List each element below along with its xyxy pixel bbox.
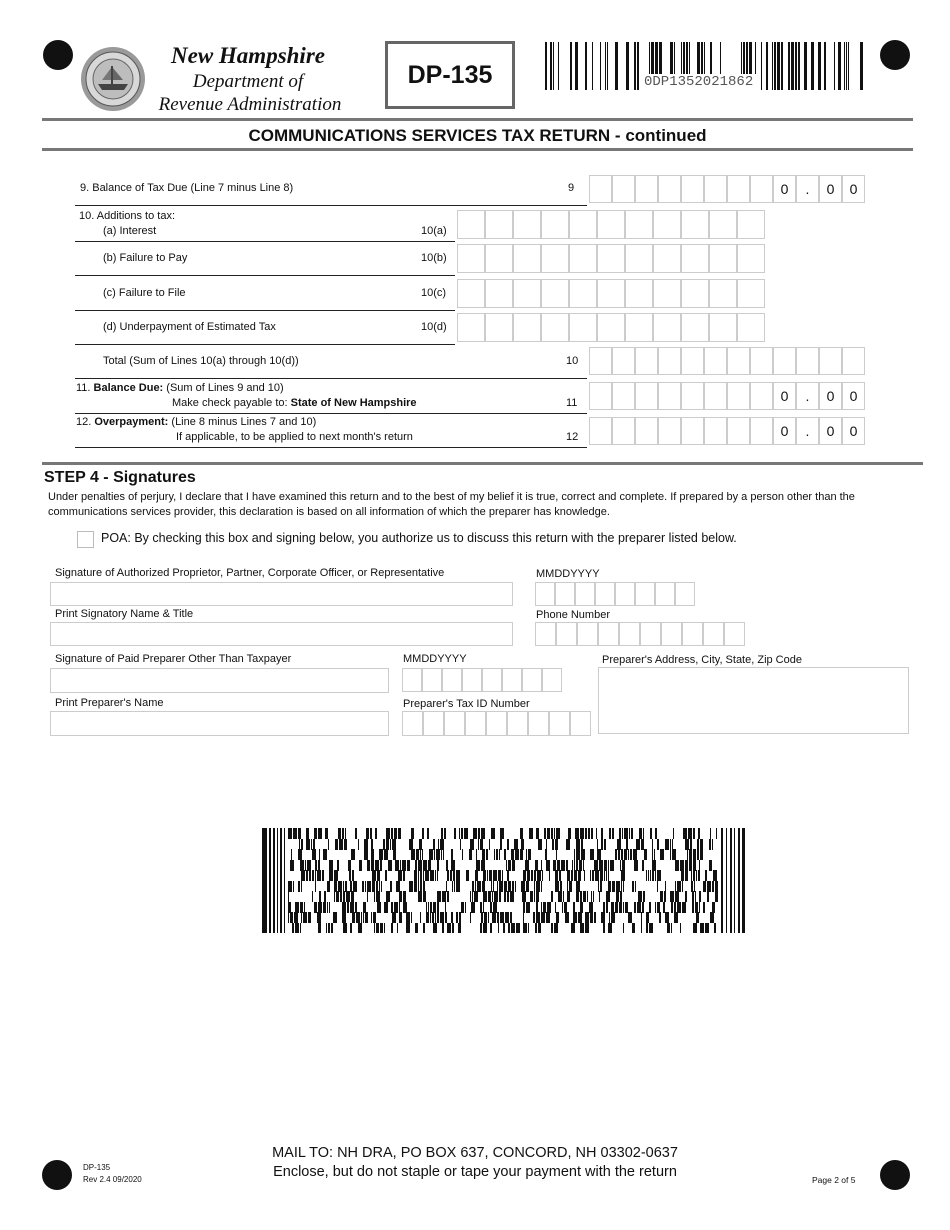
- digit-cell[interactable]: [635, 382, 658, 410]
- line-12-prefix: 12.: [76, 416, 95, 428]
- digit-cell[interactable]: [541, 210, 569, 239]
- line-11-payable-text: Make check payable to:: [172, 397, 291, 409]
- digit-cell[interactable]: [462, 668, 482, 692]
- footer-form-code: DP-135: [83, 1163, 111, 1172]
- preparer-address-field[interactable]: [598, 667, 909, 734]
- poa-checkbox[interactable]: [77, 531, 94, 548]
- digit-cell[interactable]: [625, 244, 653, 273]
- digit-cell[interactable]: [570, 711, 591, 736]
- digit-cell[interactable]: [709, 210, 737, 239]
- digit-cell[interactable]: [737, 279, 765, 308]
- registration-mark-top-left: [43, 40, 73, 70]
- digit-cell[interactable]: [457, 279, 485, 308]
- digit-cell[interactable]: [709, 244, 737, 273]
- preparer-name-field[interactable]: [50, 711, 389, 736]
- line-10-total-label: Total (Sum of Lines 10(a) through 10(d)): [103, 355, 299, 367]
- digit-cell[interactable]: [750, 175, 773, 203]
- line-12-bold: Overpayment:: [94, 416, 169, 428]
- digit-cell[interactable]: [541, 313, 569, 342]
- step-4-heading: STEP 4 - Signatures: [44, 469, 196, 486]
- digit-cell[interactable]: [658, 175, 681, 203]
- digit-cell[interactable]: [625, 279, 653, 308]
- digit-cell[interactable]: [569, 313, 597, 342]
- digit-cell[interactable]: 0: [842, 417, 865, 445]
- digit-cell[interactable]: [457, 244, 485, 273]
- digit-cell[interactable]: .: [796, 382, 819, 410]
- digit-cell[interactable]: [681, 382, 704, 410]
- digit-cell[interactable]: [465, 711, 486, 736]
- digit-cell[interactable]: [658, 347, 681, 375]
- digit-cell[interactable]: [796, 347, 819, 375]
- digit-cell[interactable]: [653, 244, 681, 273]
- divider: [42, 462, 923, 465]
- digit-cell[interactable]: [675, 582, 695, 606]
- digit-cell[interactable]: [727, 382, 750, 410]
- digit-cell[interactable]: 0: [819, 382, 842, 410]
- digit-cell[interactable]: [842, 347, 865, 375]
- line-12-rest: (Line 8 minus Lines 7 and 10): [168, 416, 317, 428]
- signature-authorized-field[interactable]: [50, 582, 513, 606]
- line-10b-number: 10(b): [421, 252, 447, 264]
- digit-cell[interactable]: [482, 668, 502, 692]
- digit-cell[interactable]: [549, 711, 570, 736]
- digit-cell[interactable]: [653, 210, 681, 239]
- date-1-label: MMDDYYYY: [536, 568, 600, 580]
- line-11-label: [76, 382, 284, 394]
- digit-cell[interactable]: [625, 313, 653, 342]
- line-10a-number: 10(a): [421, 225, 447, 237]
- digit-cell[interactable]: [485, 210, 513, 239]
- digit-cell[interactable]: [457, 210, 485, 239]
- line-12-number: 12: [566, 431, 579, 443]
- digit-cell[interactable]: [485, 279, 513, 308]
- digit-cell[interactable]: [750, 417, 773, 445]
- perjury-declaration: Under penalties of perjury, I declare that I have examined this return and to the best of my belief it is true, correct and complete. If prepared by a person other than the communications services provider, this declaration is based on all information of which the preparer has knowledge.: [48, 491, 855, 518]
- digit-cell[interactable]: [682, 622, 703, 646]
- digit-cell[interactable]: [612, 175, 635, 203]
- digit-cell[interactable]: [635, 347, 658, 375]
- digit-cell[interactable]: [589, 347, 612, 375]
- digit-cell[interactable]: 0: [819, 417, 842, 445]
- digit-cell[interactable]: [750, 382, 773, 410]
- digit-cell[interactable]: [597, 244, 625, 273]
- digit-cell[interactable]: [556, 622, 577, 646]
- divider: [75, 378, 587, 379]
- digit-cell[interactable]: [535, 582, 555, 606]
- digit-cell[interactable]: [542, 668, 562, 692]
- digit-cell[interactable]: [569, 244, 597, 273]
- digit-cell[interactable]: [513, 244, 541, 273]
- date-2-label: MMDDYYYY: [403, 653, 467, 665]
- digit-cell[interactable]: [653, 279, 681, 308]
- digit-cell[interactable]: [773, 347, 796, 375]
- digit-cell[interactable]: [577, 622, 598, 646]
- digit-cell[interactable]: [727, 175, 750, 203]
- digit-cell[interactable]: [612, 417, 635, 445]
- footer-revision: Rev 2.4 09/2020: [83, 1175, 142, 1184]
- print-signatory-label: Print Signatory Name & Title: [55, 608, 194, 620]
- line-10b-label: (b) Failure to Pay: [103, 252, 188, 264]
- line-11-prefix: 11.: [76, 382, 94, 394]
- mail-to-address: MAIL TO: NH DRA, PO BOX 637, CONCORD, NH 03302-0637: [272, 1145, 678, 1161]
- digit-cell[interactable]: [569, 210, 597, 239]
- digit-cell[interactable]: [727, 347, 750, 375]
- line-9-number: 9: [568, 182, 575, 194]
- divider: [42, 148, 913, 151]
- digit-cell[interactable]: [589, 417, 612, 445]
- digit-cell[interactable]: [485, 313, 513, 342]
- divider: [75, 241, 455, 242]
- digit-cell[interactable]: [640, 622, 661, 646]
- barcode-text: 0DP1352021862: [640, 74, 757, 90]
- digit-cell[interactable]: [653, 313, 681, 342]
- digit-cell[interactable]: [502, 668, 522, 692]
- preparer-address-label: Preparer's Address, City, State, Zip Code: [602, 654, 802, 666]
- registration-mark-bottom-right: [880, 1160, 910, 1190]
- line-10-total-number: 10: [566, 355, 579, 367]
- line-10d-label: (d) Underpayment of Estimated Tax: [103, 321, 276, 333]
- digit-cell[interactable]: 0: [842, 175, 865, 203]
- digit-cell[interactable]: [507, 711, 528, 736]
- line-11-payable: [172, 397, 417, 409]
- digit-cell[interactable]: [625, 210, 653, 239]
- line-11-rest: (Sum of Lines 9 and 10): [163, 382, 284, 394]
- digit-cell[interactable]: [513, 210, 541, 239]
- digit-cell[interactable]: [598, 622, 619, 646]
- digit-cell[interactable]: [737, 244, 765, 273]
- digit-cell[interactable]: [681, 417, 704, 445]
- digit-cell[interactable]: [615, 582, 635, 606]
- digit-cell[interactable]: [513, 313, 541, 342]
- preparer-name-label: Print Preparer's Name: [55, 697, 164, 709]
- divider: [75, 413, 587, 414]
- digit-cell[interactable]: [423, 711, 444, 736]
- divider: [75, 344, 455, 345]
- footer-page-number: Page 2 of 5: [812, 1175, 856, 1185]
- department-line-2: Revenue Administration: [158, 94, 342, 115]
- digit-cell[interactable]: [597, 279, 625, 308]
- digit-cell[interactable]: [522, 668, 542, 692]
- digit-cell[interactable]: [485, 244, 513, 273]
- digit-cell[interactable]: [658, 382, 681, 410]
- digit-cell[interactable]: [737, 210, 765, 239]
- state-name: New Hampshire: [171, 43, 325, 68]
- enclose-note: Enclose, but do not staple or tape your payment with the return: [273, 1164, 677, 1180]
- print-signatory-field[interactable]: [50, 622, 513, 646]
- divider: [42, 118, 913, 121]
- registration-mark-top-right: [880, 40, 910, 70]
- digit-cell[interactable]: [595, 582, 615, 606]
- digit-cell[interactable]: [635, 582, 655, 606]
- digit-cell[interactable]: [661, 622, 682, 646]
- form-id: DP-135: [407, 60, 493, 89]
- signature-authorized-label: Signature of Authorized Proprietor, Partner, Corporate Officer, or Representative: [55, 567, 445, 579]
- line-10a-label: (a) Interest: [103, 225, 157, 237]
- digit-cell[interactable]: 0: [842, 382, 865, 410]
- digit-cell[interactable]: [635, 175, 658, 203]
- digit-cell[interactable]: [444, 711, 465, 736]
- digit-cell[interactable]: [709, 279, 737, 308]
- line-11-number: 11: [566, 397, 578, 409]
- digit-cell[interactable]: [589, 382, 612, 410]
- divider: [75, 275, 455, 276]
- digit-cell[interactable]: [597, 210, 625, 239]
- digit-cell[interactable]: 0: [819, 175, 842, 203]
- digit-cell[interactable]: [541, 244, 569, 273]
- digit-cell[interactable]: [658, 417, 681, 445]
- digit-cell[interactable]: [442, 668, 462, 692]
- digit-cell[interactable]: [704, 175, 727, 203]
- digit-cell[interactable]: [589, 175, 612, 203]
- line-9-label: 9. Balance of Tax Due (Line 7 minus Line 8): [80, 182, 294, 194]
- signature-preparer-label: Signature of Paid Preparer Other Than Taxpayer: [55, 653, 292, 665]
- digit-cell[interactable]: 0: [773, 417, 796, 445]
- digit-cell[interactable]: [737, 313, 765, 342]
- digit-cell[interactable]: [486, 711, 507, 736]
- digit-cell[interactable]: [655, 582, 675, 606]
- divider: [75, 310, 455, 311]
- line-12-label: [76, 416, 316, 428]
- digit-cell[interactable]: [704, 347, 727, 375]
- digit-cell[interactable]: [750, 347, 773, 375]
- digit-cell[interactable]: [681, 244, 709, 273]
- digit-cell[interactable]: [681, 347, 704, 375]
- digit-cell[interactable]: [457, 313, 485, 342]
- line-11-payee: State of New Hampshire: [290, 397, 417, 409]
- poa-label: POA: By checking this box and signing below, you authorize us to discuss this return with the preparer listed below.: [101, 531, 737, 545]
- registration-mark-bottom-left: [42, 1160, 72, 1190]
- digit-cell[interactable]: [422, 668, 442, 692]
- digit-cell[interactable]: [402, 711, 423, 736]
- state-seal-icon: [80, 46, 146, 112]
- signature-preparer-field[interactable]: [50, 668, 389, 693]
- digit-cell[interactable]: [541, 279, 569, 308]
- digit-cell[interactable]: [597, 313, 625, 342]
- phone-number-label: Phone Number: [536, 609, 610, 621]
- digit-cell[interactable]: [681, 210, 709, 239]
- digit-cell[interactable]: [619, 622, 640, 646]
- digit-cell[interactable]: [555, 582, 575, 606]
- digit-cell[interactable]: [612, 382, 635, 410]
- form-id-box: [385, 41, 515, 109]
- line-12-note: If applicable, to be applied to next month's return: [176, 431, 413, 443]
- digit-cell[interactable]: [681, 175, 704, 203]
- digit-cell[interactable]: [569, 279, 597, 308]
- digit-cell[interactable]: [535, 622, 556, 646]
- digit-cell[interactable]: 0: [773, 382, 796, 410]
- department-line-1: Department of: [192, 71, 304, 92]
- line-10-heading: 10. Additions to tax:: [79, 210, 176, 222]
- preparer-taxid-label: Preparer's Tax ID Number: [403, 698, 530, 710]
- divider: [75, 205, 587, 206]
- digit-cell[interactable]: [513, 279, 541, 308]
- digit-cell[interactable]: [704, 417, 727, 445]
- digit-cell[interactable]: [635, 417, 658, 445]
- digit-cell[interactable]: .: [796, 417, 819, 445]
- digit-cell[interactable]: [681, 313, 709, 342]
- line-11-bold: Balance Due:: [93, 382, 164, 394]
- digit-cell[interactable]: [704, 382, 727, 410]
- digit-cell[interactable]: [703, 622, 724, 646]
- digit-cell[interactable]: [681, 279, 709, 308]
- divider: [75, 447, 587, 448]
- digit-cell[interactable]: [402, 668, 422, 692]
- digit-cell[interactable]: [709, 313, 737, 342]
- pdf417-barcode: [262, 828, 745, 933]
- line-10c-number: 10(c): [421, 287, 447, 299]
- digit-cell[interactable]: [819, 347, 842, 375]
- digit-cell[interactable]: [575, 582, 595, 606]
- digit-cell[interactable]: 0: [773, 175, 796, 203]
- digit-cell[interactable]: [612, 347, 635, 375]
- digit-cell[interactable]: [724, 622, 745, 646]
- line-10d-number: 10(d): [421, 321, 447, 333]
- digit-cell[interactable]: [727, 417, 750, 445]
- digit-cell[interactable]: .: [796, 175, 819, 203]
- line-10c-label: (c) Failure to File: [103, 287, 186, 299]
- page-title: COMMUNICATIONS SERVICES TAX RETURN - continued: [248, 126, 707, 145]
- digit-cell[interactable]: [528, 711, 549, 736]
